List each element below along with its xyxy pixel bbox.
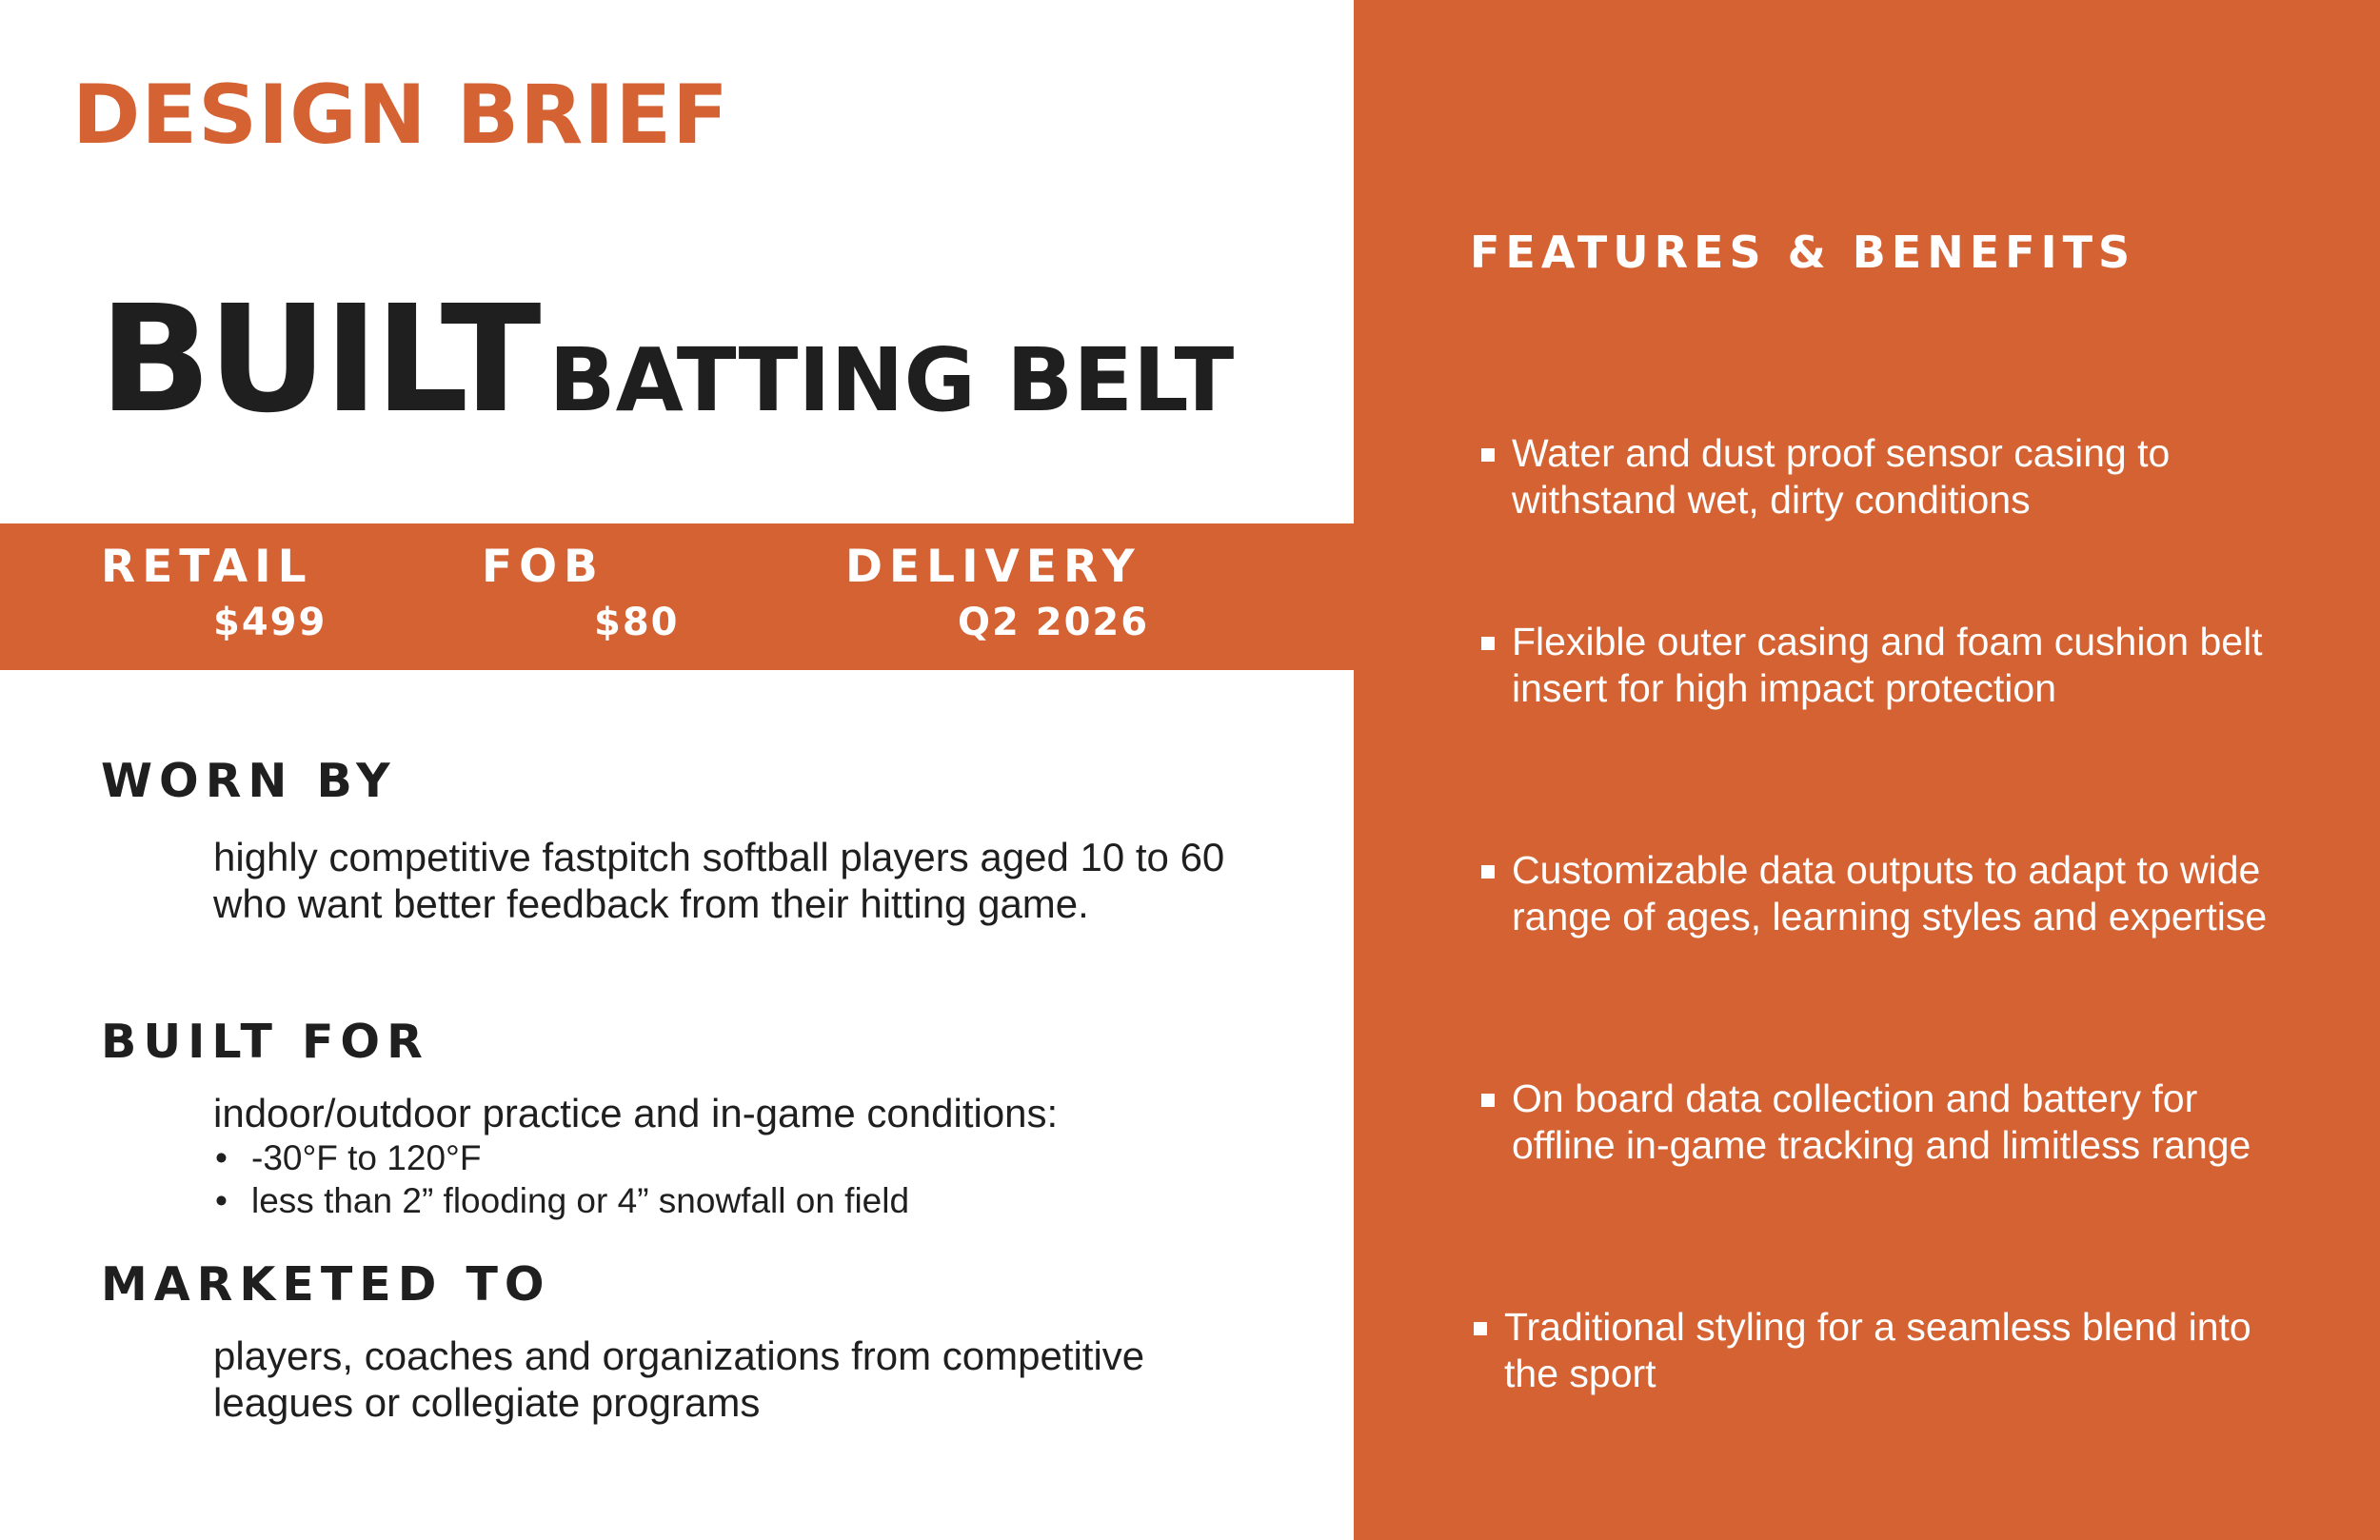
feature-item bbox=[1504, 1304, 2285, 1397]
specs-band bbox=[0, 523, 1354, 670]
feature-item-text: On board data collection and battery for offline in-game tracking and limitless range bbox=[1512, 1076, 2251, 1167]
spec-fob-value: $80 bbox=[594, 601, 680, 645]
marketed-to-body: players, coaches and organizations from competitive leagues or collegiate programs bbox=[213, 1333, 1145, 1425]
list-item-text: -30°F to 120°F bbox=[251, 1138, 482, 1177]
bullet-dot: • bbox=[215, 1138, 228, 1177]
square-bullet-icon bbox=[1481, 865, 1495, 879]
feature-item bbox=[1512, 847, 2292, 940]
feature-item-text: Customizable data outputs to adapt to wide range of ages, learning styles and expertise bbox=[1512, 848, 2268, 938]
features-panel bbox=[1354, 0, 2380, 1540]
square-bullet-icon bbox=[1481, 1094, 1495, 1107]
list-item bbox=[213, 1136, 1279, 1179]
feature-item bbox=[1512, 1076, 2292, 1169]
worn-by-body: highly competitive fastpitch softball players aged 10 to 60 who want better feedback from their hitting game. bbox=[213, 835, 1225, 926]
spec-retail-label: RETAIL bbox=[101, 541, 313, 593]
feature-item-text: Water and dust proof sensor casing to withstand wet, dirty conditions bbox=[1512, 431, 2171, 522]
feature-item-text: Traditional styling for a seamless blend into the sport bbox=[1504, 1305, 2251, 1395]
product-title-sub: BATTING BELT bbox=[548, 329, 1235, 431]
square-bullet-icon bbox=[1481, 448, 1495, 462]
spec-fob-label: FOB bbox=[482, 541, 605, 593]
bullet-dot: • bbox=[215, 1181, 228, 1220]
spec-retail bbox=[101, 541, 327, 647]
square-bullet-icon bbox=[1481, 637, 1495, 650]
feature-item bbox=[1512, 619, 2292, 712]
document-eyebrow-title: DESIGN BRIEF bbox=[72, 68, 729, 163]
features-heading: FEATURES & BENEFITS bbox=[1470, 227, 2136, 278]
built-for-heading: BUILT FOR bbox=[101, 1015, 429, 1069]
feature-item-text: Flexible outer casing and foam cushion belt insert for high impact protection bbox=[1512, 620, 2263, 710]
list-item-text: less than 2” flooding or 4” snowfall on field bbox=[251, 1181, 910, 1220]
list-item bbox=[213, 1179, 1279, 1222]
built-for-conditions-list bbox=[213, 1136, 1279, 1222]
spec-fob bbox=[482, 541, 680, 647]
worn-by-heading: WORN BY bbox=[101, 754, 397, 808]
spec-delivery-label: DELIVERY bbox=[845, 541, 1141, 593]
product-title bbox=[99, 273, 1235, 445]
spec-retail-value: $499 bbox=[213, 601, 327, 645]
spec-delivery bbox=[845, 541, 1149, 647]
marketed-to-heading: MARKETED TO bbox=[101, 1257, 551, 1312]
square-bullet-icon bbox=[1474, 1322, 1487, 1335]
built-for-body: indoor/outdoor practice and in-game conditions: bbox=[213, 1091, 1059, 1135]
spec-delivery-value: Q2 2026 bbox=[958, 601, 1150, 645]
product-title-main: BUILT bbox=[99, 273, 538, 445]
feature-item bbox=[1512, 430, 2292, 523]
built-for-section bbox=[213, 1090, 1279, 1222]
